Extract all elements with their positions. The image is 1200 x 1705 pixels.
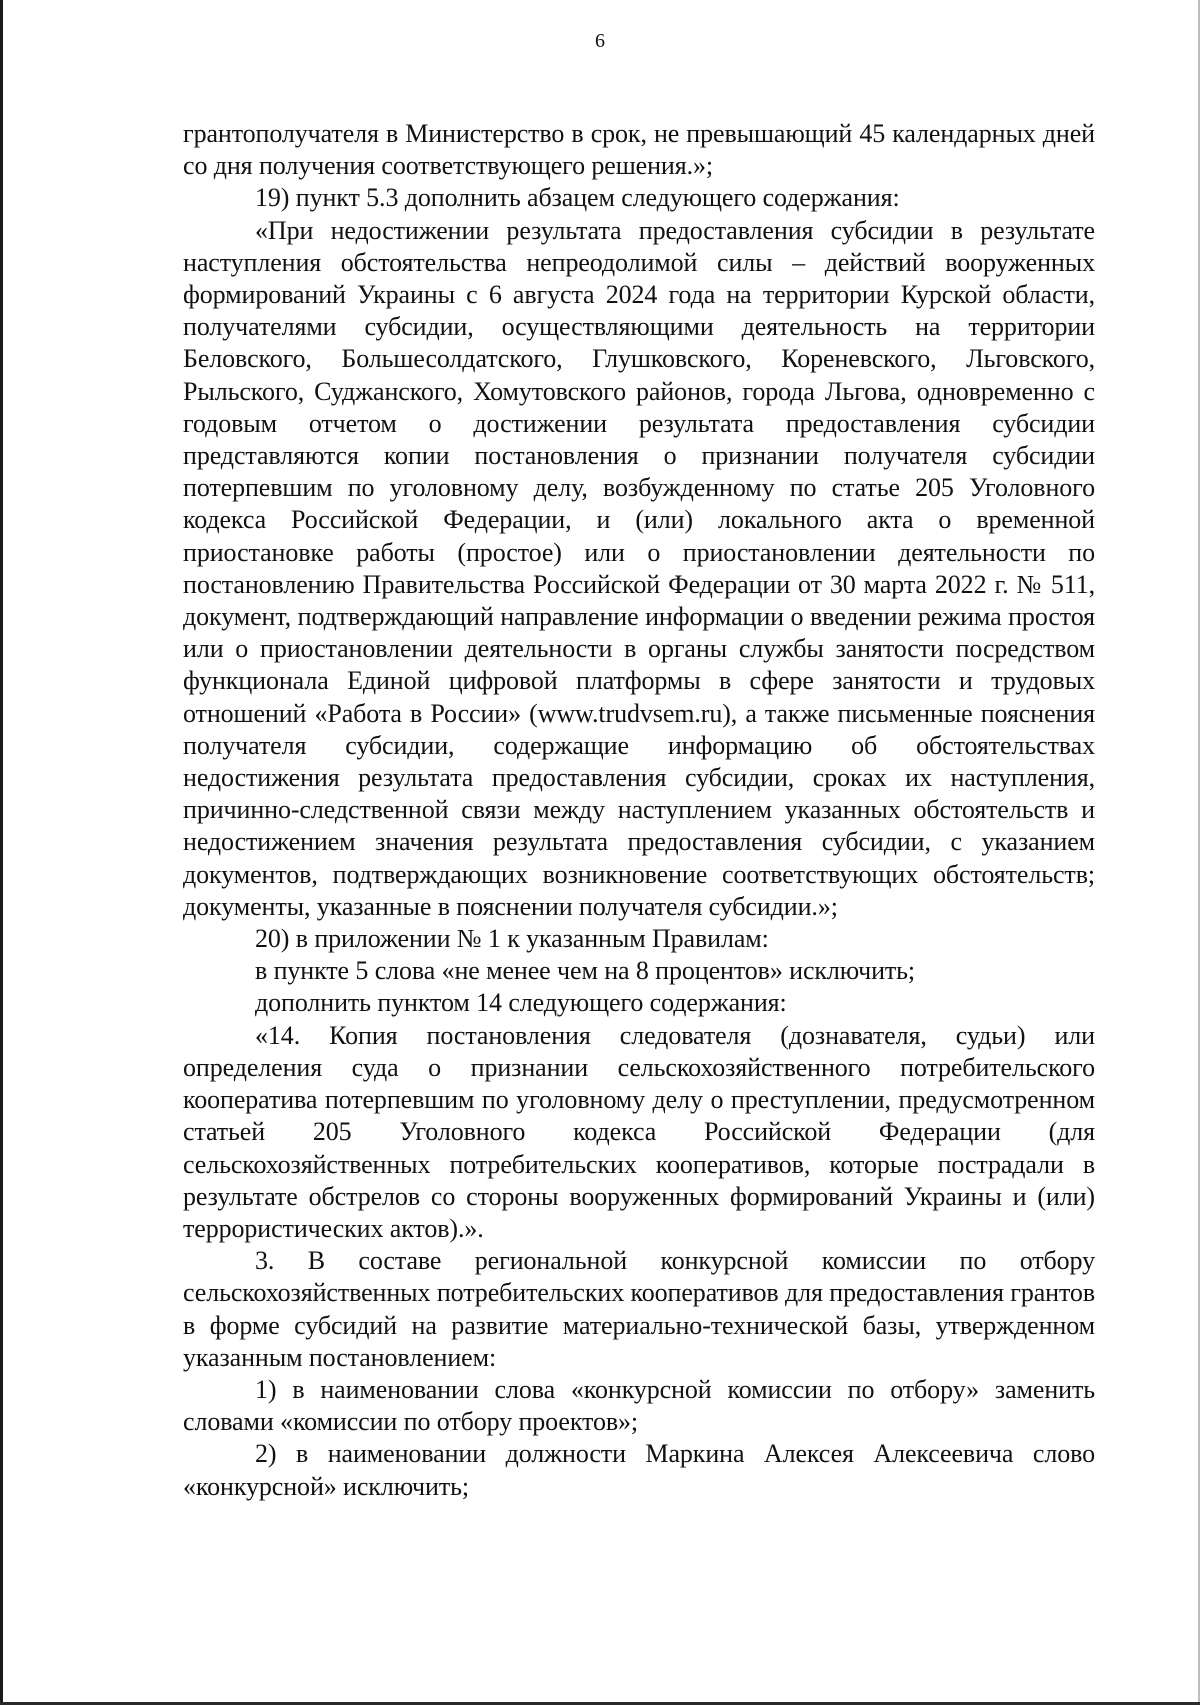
scan-edge-left xyxy=(0,0,3,1705)
page-number: 6 xyxy=(595,30,605,52)
paragraph-item-20: 20) в приложении № 1 к указанным Правилам: xyxy=(255,924,769,954)
paragraph-section-3: 3. В составе региональной конкурсной комиссии по отбору сельскохозяйственных потребительских кооперативов для предоставления грантов в форме субсидий на развитие материально-технической базы, утвержденном указанным постановлением: xyxy=(183,1246,1095,1372)
paragraph-continuation: грантополучателя в Министерство в срок, не превышающий 45 календарных дней со дня получения соответствующего решения.»; xyxy=(183,119,1095,181)
paragraph-section-3-item-2: 2) в наименовании должности Маркина Алексея Алексеевича слово «конкурсной» исключить; xyxy=(183,1439,1095,1501)
paragraph-point-5: в пункте 5 слова «не менее чем на 8 процентов» исключить; xyxy=(255,956,916,986)
paragraph-force-majeure: «При недостижении результата предоставления субсидии в результате наступления обстоятельства непреодолимой силы – действий вооруженных формирований Украины с 6 августа 2024 года на территории Курской области, получателями субсидии, осуществляющими деятельность на территории Беловского, Большесолдатского, Глушковского, Кореневского, Льговского, Рыльского, Суджанского, Хомутовского районов, города Льгова, одновременно с годовым отчетом о достижении результата предоставления субсидии представляются копии постановления о признании получателя субсидии потерпевшим по уголовному делу, возбужденному по статье 205 Уголовного кодекса Российской Федерации, и (или) локального акта о временной приостановке работы (простое) или о приостановлении деятельности по постановлению Правительства Российской Федерации от 30 марта 2022 г. № 511, документ, подтверждающий направление информации о введении режима простоя или о приостановлении деятельности в органы службы занятости посредством функционала Единой цифровой платформы в сфере занятости и трудовых отношений «Работа в России» (www.trudvsem.ru), а также письменные пояснения получателя субсидии, содержащие информацию об обстоятельствах недостижения результата предоставления субсидии, сроках их наступления, причинно-следственной связи между наступлением указанных обстоятельств и недостижением значения результата предоставления субсидии, с указанием документов, подтверждающих возникновение соответствующих обстоятельств; документы, указанные в пояснении получателя субсидии.»; xyxy=(183,215,1095,921)
paragraph-add-point-14: дополнить пунктом 14 следующего содержания: xyxy=(255,988,787,1018)
paragraph-point-14-text: «14. Копия постановления следователя (дознавателя, судьи) или определения суда о признании сельскохозяйственного потребительского кооператива потерпевшим по уголовному делу о преступлении, предусмотренном статьей 205 Уголовного кодекса Российской Федерации (для сельскохозяйственных потребительских кооперативов, которые пострадали в результате обстрелов со стороны вооруженных формирований Украины и (или) террористических актов).». xyxy=(183,1020,1095,1243)
document-body xyxy=(183,118,1095,1503)
paragraph-section-3-item-1: 1) в наименовании слова «конкурсной комиссии по отбору» заменить словами «комиссии по отбору проектов»; xyxy=(183,1374,1095,1437)
paragraph-item-19: 19) пункт 5.3 дополнить абзацем следующего содержания: xyxy=(255,183,900,213)
